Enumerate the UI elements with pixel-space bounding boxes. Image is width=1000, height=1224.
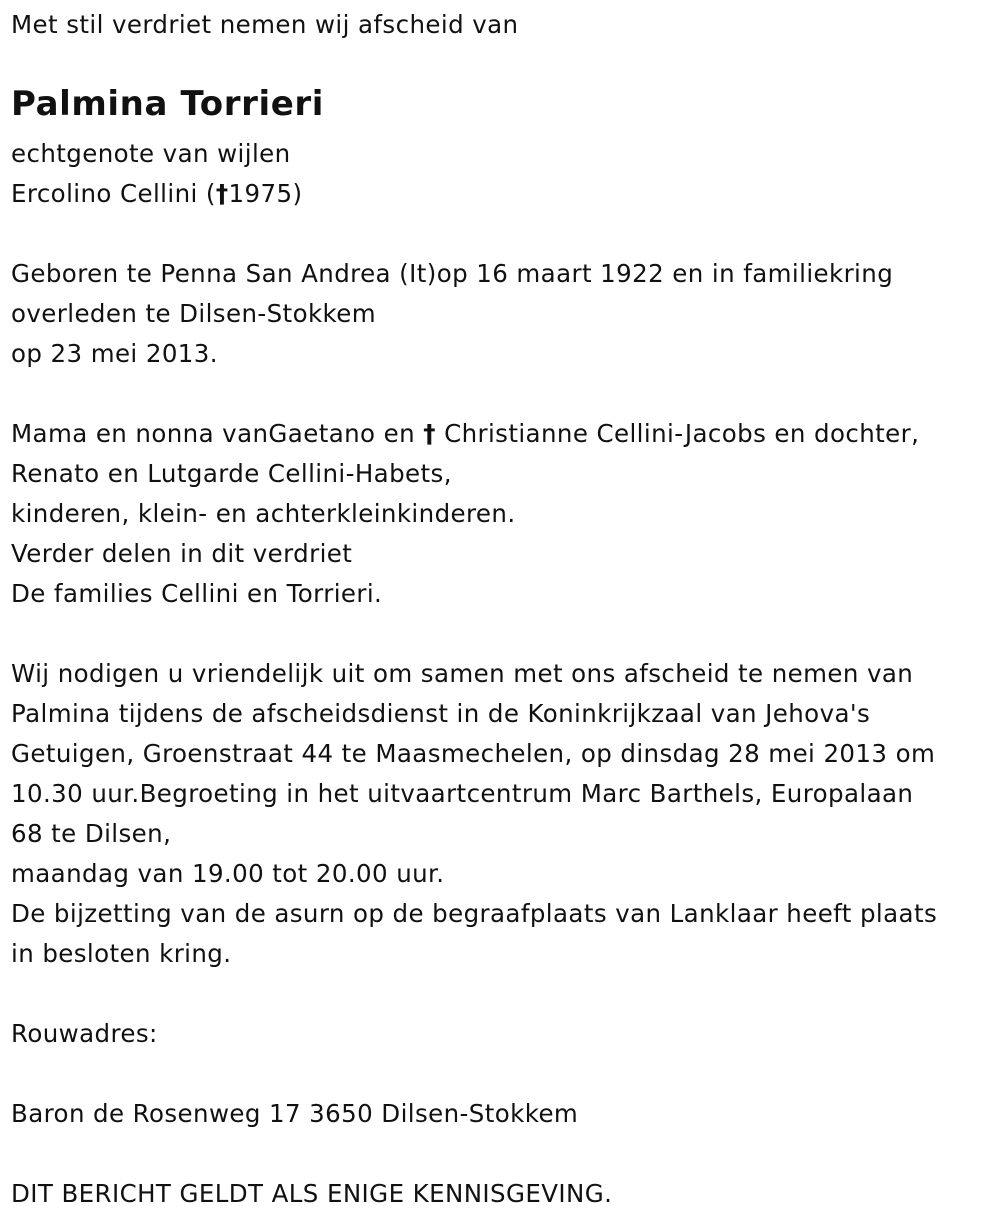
spouse-death-year: 1975) (228, 179, 303, 208)
family-line-1 (11, 414, 919, 454)
service-line-7: De bijzetting van de asurn op de begraafplaats van Lanklaar heeft plaats (11, 899, 938, 928)
family-line-4: Verder delen in dit verdriet (11, 539, 353, 568)
service-line-6: maandag van 19.00 tot 20.00 uur. (11, 859, 445, 888)
spouse-name-text: Ercolino Cellini ( (11, 179, 216, 208)
birth-line-2: overleden te Dilsen-Stokkem (11, 299, 376, 328)
service-line-2: Palmina tijdens de afscheidsdienst in de Koninkrijkzaal van Jehova's (11, 699, 871, 728)
family-line-5: De families Cellini en Torrieri. (11, 579, 383, 608)
address-label: Rouwadres: (11, 1019, 158, 1048)
service-line-8: in besloten kring. (11, 939, 232, 968)
service-line-4: 10.30 uur.Begroeting in het uitvaartcentrum Marc Barthels, Europalaan (11, 779, 914, 808)
spouse-line-2 (11, 174, 302, 214)
family-line-2: Renato en Lutgarde Cellini-Habets, (11, 459, 452, 488)
cross-icon: † (423, 419, 436, 448)
birth-line-1: Geboren te Penna San Andrea (It)op 16 maart 1922 en in familiekring (11, 259, 894, 288)
spouse-line-1: echtgenote van wijlen (11, 139, 291, 168)
family-line-3: kinderen, klein- en achterkleinkinderen. (11, 499, 516, 528)
intro-text: Met stil verdriet nemen wij afscheid van (11, 10, 519, 39)
deceased-name: Palmina Torrieri (11, 84, 324, 124)
closing-notice: DIT BERICHT GELDT ALS ENIGE KENNISGEVING. (11, 1179, 613, 1208)
service-line-5: 68 te Dilsen, (11, 819, 172, 848)
service-line-3: Getuigen, Groenstraat 44 te Maasmechelen, op dinsdag 28 mei 2013 om (11, 739, 936, 768)
death-date-line: op 23 mei 2013. (11, 339, 218, 368)
address-text: Baron de Rosenweg 17 3650 Dilsen-Stokkem (11, 1099, 579, 1128)
service-line-1: Wij nodigen u vriendelijk uit om samen met ons afscheid te nemen van (11, 659, 914, 688)
family-children-text: Mama en nonna vanGaetano en (11, 419, 424, 448)
family-children-text-2: Christianne Cellini-Jacobs en dochter, (435, 419, 920, 448)
cross-icon: † (215, 179, 229, 208)
